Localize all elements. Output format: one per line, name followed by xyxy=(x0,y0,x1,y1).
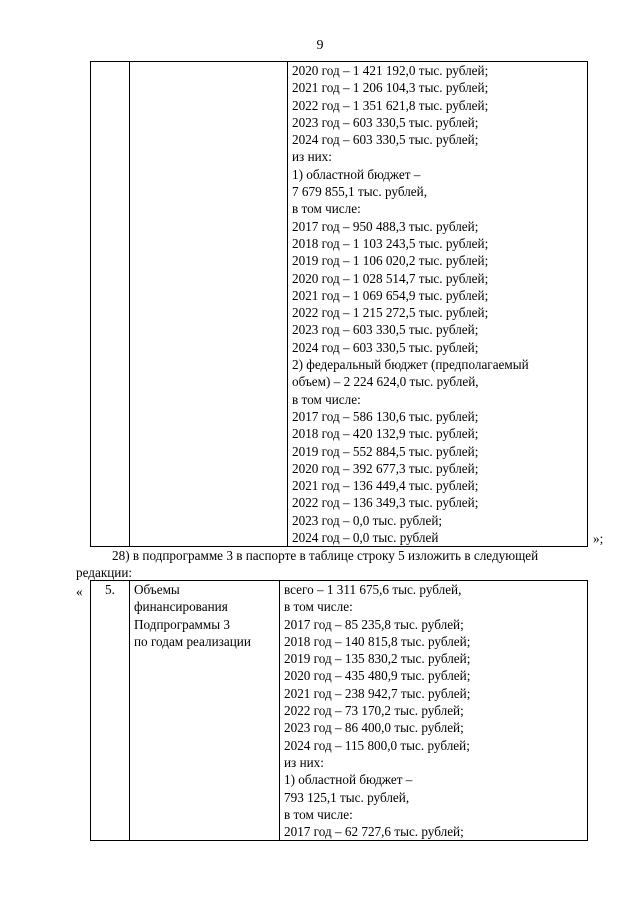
table-row xyxy=(91,581,588,841)
text-line: 2) федеральный бюджет (предполагаемый xyxy=(292,357,529,373)
text-line: в том числе: xyxy=(284,806,353,822)
financing-cell xyxy=(288,62,588,547)
row-number-cell: 5. xyxy=(91,581,130,841)
text-line: 1) областной бюджет – xyxy=(284,772,413,788)
table-row xyxy=(91,62,588,547)
text-line: по годам реализации xyxy=(134,633,251,649)
text-line: 1) областной бюджет – xyxy=(292,166,421,182)
text-line: 2022 год – 1 351 621,8 тыс. рублей; xyxy=(292,97,489,113)
text-line: в том числе: xyxy=(292,391,361,407)
row-label-cell xyxy=(130,62,288,547)
text-line: 2021 год – 1 069 654,9 тыс. рублей; xyxy=(292,287,489,303)
passport-table-row-5 xyxy=(90,580,588,841)
text-line: 2024 год – 603 330,5 тыс. рублей; xyxy=(292,339,479,355)
text-line: 2023 год – 603 330,5 тыс. рублей; xyxy=(292,322,479,338)
text-line: в том числе: xyxy=(292,201,361,217)
instruction-line: редакции: xyxy=(76,565,133,581)
text-line: из них: xyxy=(292,149,332,165)
text-line: 2019 год – 135 830,2 тыс. рублей; xyxy=(284,651,471,667)
text-line: 2020 год – 1 421 192,0 тыс. рублей; xyxy=(292,63,489,78)
text-line: 2022 год – 73 170,2 тыс. рублей; xyxy=(284,703,464,719)
text-line: 7 679 855,1 тыс. рублей, xyxy=(292,184,428,200)
opening-quote: « xyxy=(76,584,83,599)
text-line: 2017 год – 85 235,8 тыс. рублей; xyxy=(284,616,464,632)
text-line: 2021 год – 136 449,4 тыс. рублей; xyxy=(292,478,479,494)
text-line: 2023 год – 603 330,5 тыс. рублей; xyxy=(292,114,479,130)
text-line: 2019 год – 552 884,5 тыс. рублей; xyxy=(292,443,479,459)
text-line: финансирования xyxy=(134,599,228,615)
text-line: Объемы xyxy=(134,582,180,597)
text-line: 2024 год – 0,0 тыс. рублей xyxy=(292,530,439,546)
text-line: Подпрограммы 3 xyxy=(134,616,230,632)
text-line: 2017 год – 586 130,6 тыс. рублей; xyxy=(292,408,479,424)
text-line: 2018 год – 1 103 243,5 тыс. рублей; xyxy=(292,235,489,251)
text-line: 2020 год – 392 677,3 тыс. рублей; xyxy=(292,460,479,476)
text-line: в том числе: xyxy=(284,599,353,615)
instruction-line: 28) в подпрограмме 3 в паспорте в таблице строку 5 изложить в следующей xyxy=(112,548,539,563)
text-line: 2024 год – 603 330,5 тыс. рублей; xyxy=(292,132,479,148)
text-line: 2023 год – 86 400,0 тыс. рублей; xyxy=(284,720,464,736)
text-line: всего – 1 311 675,6 тыс. рублей, xyxy=(284,582,462,597)
text-line: 2020 год – 435 480,9 тыс. рублей; xyxy=(284,668,471,684)
text-line: 2023 год – 0,0 тыс. рублей; xyxy=(292,512,443,528)
text-line: 2020 год – 1 028 514,7 тыс. рублей; xyxy=(292,270,489,286)
text-line: 2019 год – 1 106 020,2 тыс. рублей; xyxy=(292,253,489,269)
text-line: 2021 год – 238 942,7 тыс. рублей; xyxy=(284,685,471,701)
row-number-cell xyxy=(91,62,130,547)
row-label-cell xyxy=(130,581,280,841)
financing-cell xyxy=(280,581,588,841)
closing-quote: »; xyxy=(593,531,604,546)
amendment-instruction xyxy=(76,547,610,582)
text-line: 2022 год – 1 215 272,5 тыс. рублей; xyxy=(292,305,489,321)
text-line: 2018 год – 140 815,8 тыс. рублей; xyxy=(284,633,471,649)
text-line: 2022 год – 136 349,3 тыс. рублей; xyxy=(292,495,479,511)
text-line: 2021 год – 1 206 104,3 тыс. рублей; xyxy=(292,80,489,96)
text-line: из них: xyxy=(284,754,324,770)
text-line: объем) – 2 224 624,0 тыс. рублей, xyxy=(292,374,479,390)
passport-table-continuation xyxy=(90,61,588,547)
text-line: 2024 год – 115 800,0 тыс. рублей; xyxy=(284,737,470,753)
text-line: 2017 год – 950 488,3 тыс. рублей; xyxy=(292,218,479,234)
page-number: 9 xyxy=(316,38,324,53)
text-line: 793 125,1 тыс. рублей, xyxy=(284,789,410,805)
text-line: 2017 год – 62 727,6 тыс. рублей; xyxy=(284,824,464,840)
text-line: 2018 год – 420 132,9 тыс. рублей; xyxy=(292,426,479,442)
